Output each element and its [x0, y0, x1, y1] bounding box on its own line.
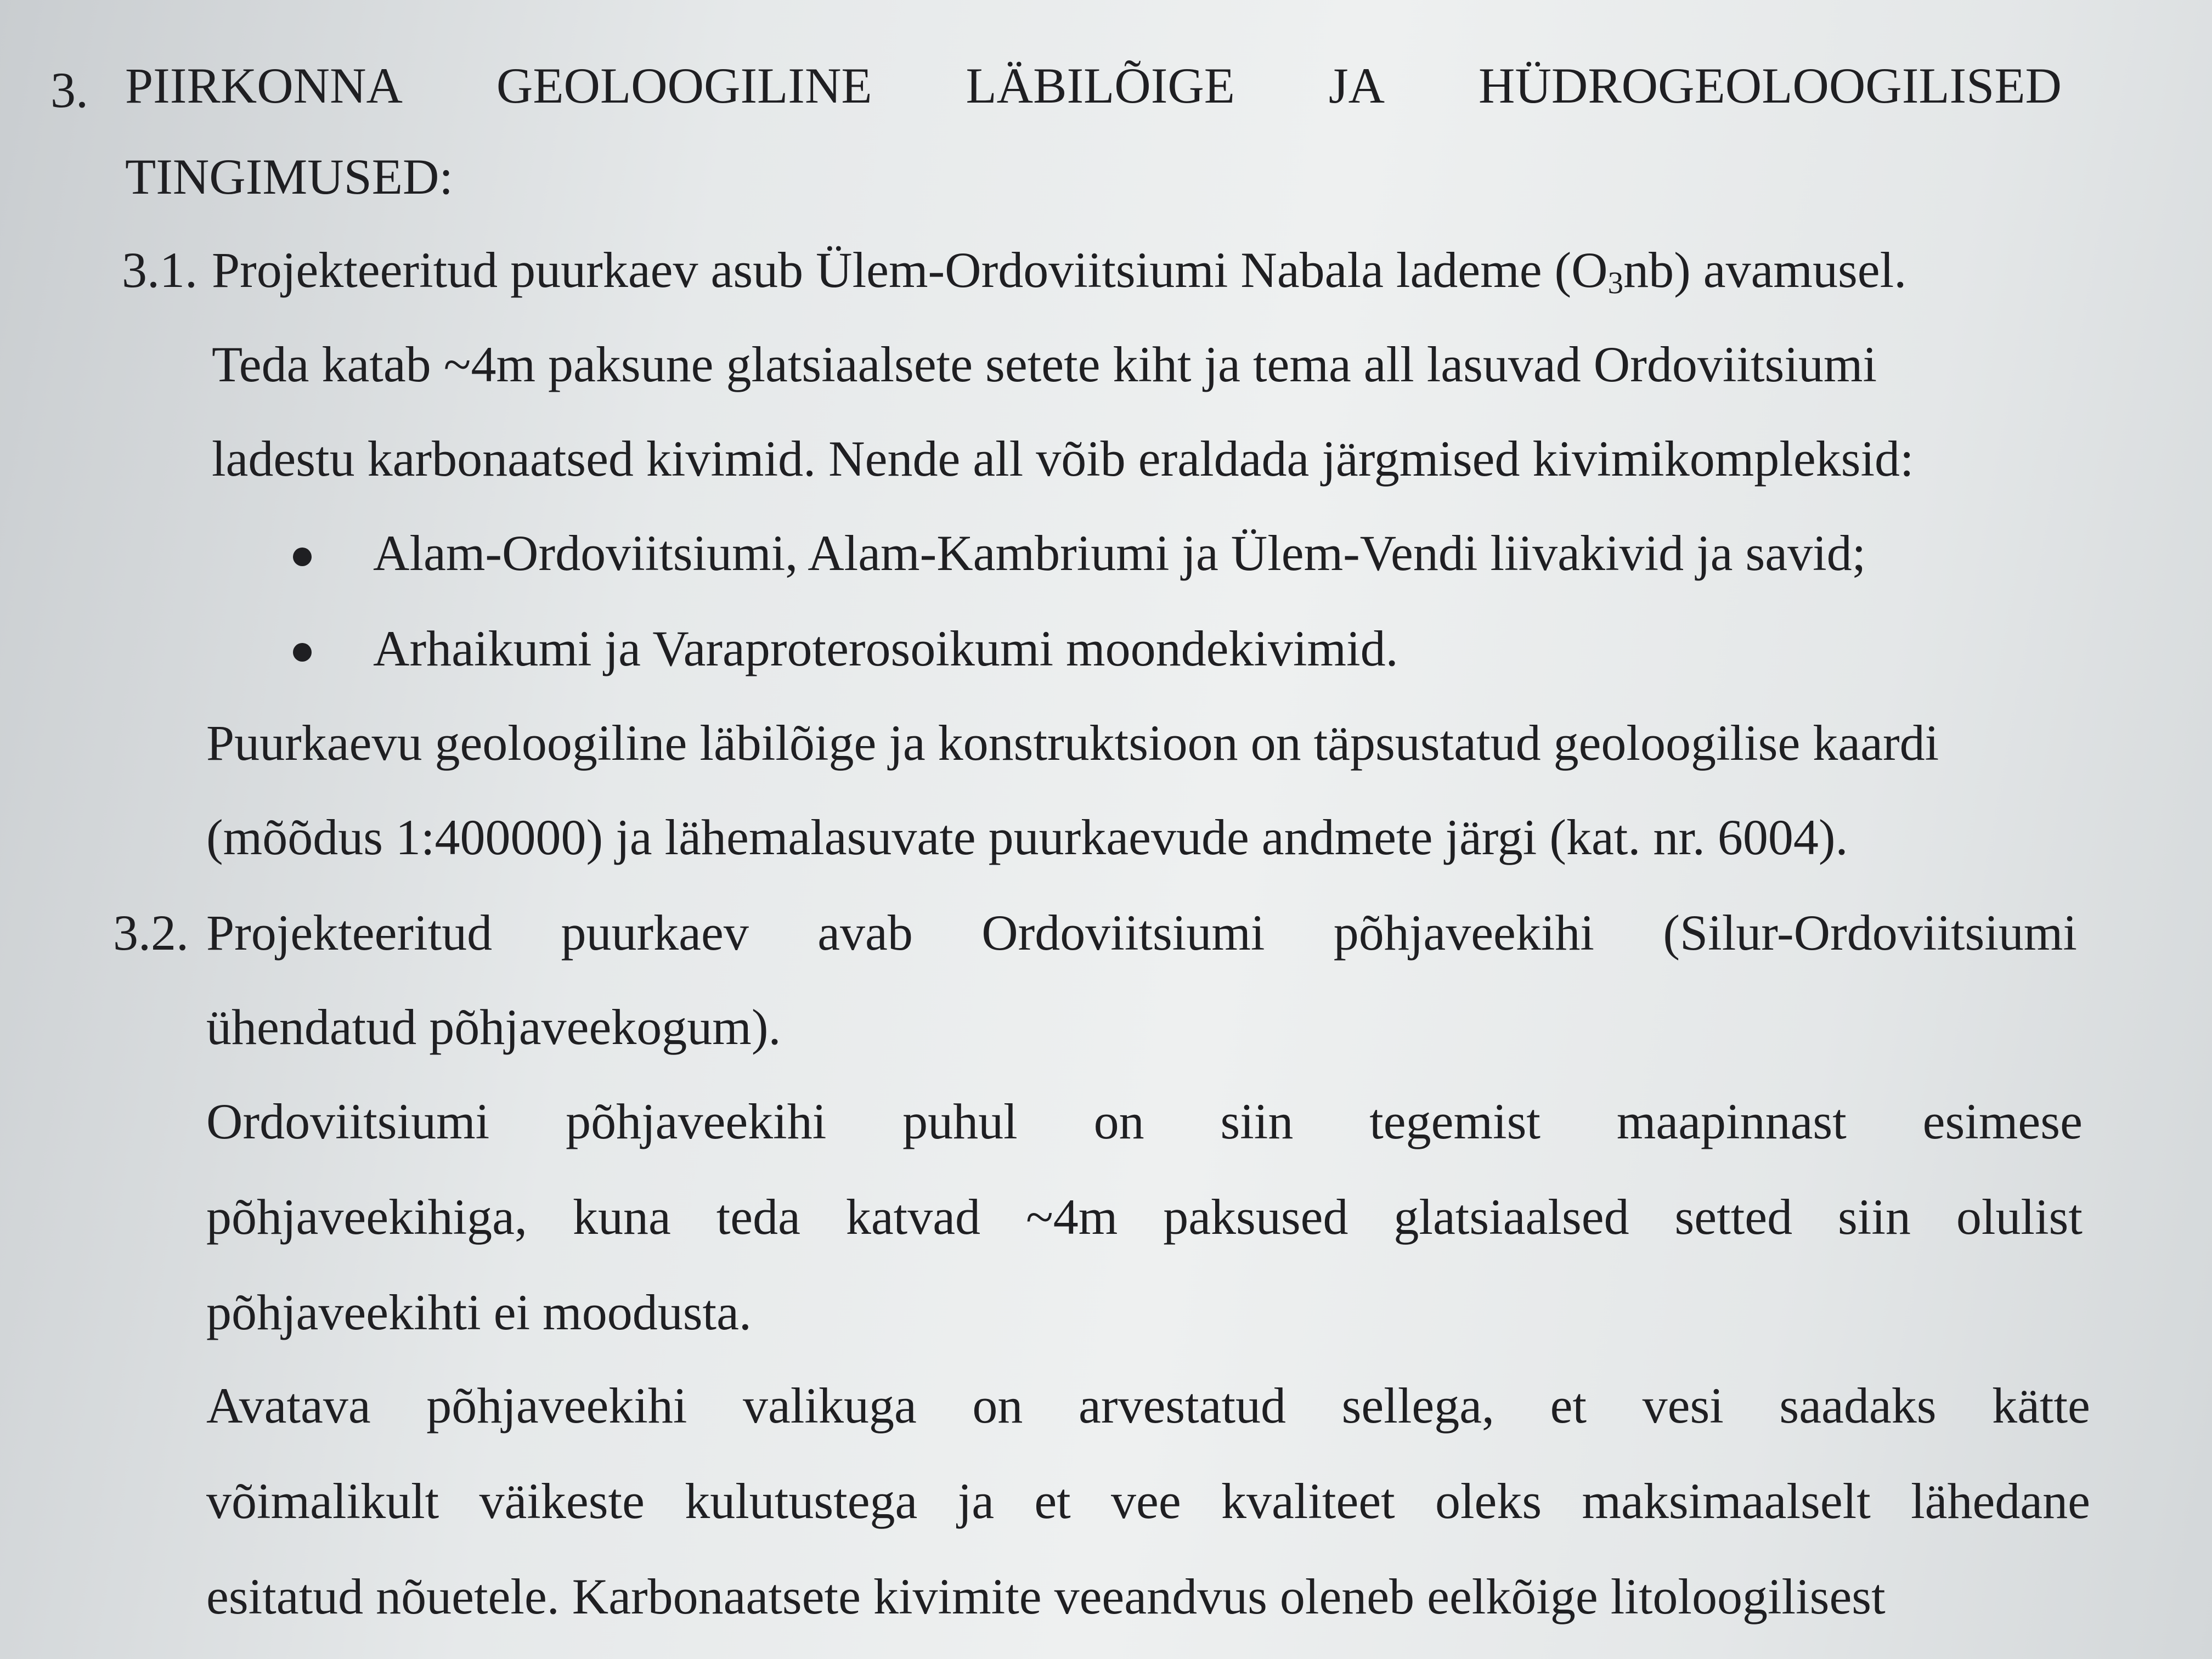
text-word: maksimaalselt — [1582, 1473, 1871, 1529]
text-word: avab — [817, 905, 913, 961]
text-word: sellega, — [1341, 1378, 1495, 1434]
section-3-1-number: 3.1. — [122, 242, 198, 298]
section-3-2-line2: ühendatud põhjaveekogum). — [206, 999, 781, 1055]
section-3-1-line2: Teda katab ~4m paksune glatsiaalsete setete kiht ja tema all lasuvad Ordoviitsiumi — [212, 336, 1877, 392]
section-3-2-para3-line2 — [206, 1473, 2090, 1529]
section-3-2-para2-line3: põhjaveekihti ei moodusta. — [206, 1284, 752, 1340]
bullet-item: Alam-Ordoviitsiumi, Alam-Kambriumi ja Ülem-Vendi liivakivid ja savid; — [373, 525, 1866, 581]
section-3-2-para3-line1 — [206, 1378, 2090, 1434]
text-word: Ordoviitsiumi — [206, 1093, 490, 1149]
section-3-heading-line1 — [125, 58, 2062, 114]
section-3-1-line1 — [212, 242, 2069, 301]
section-3-1-line1-text: Projekteeritud puurkaev asub Ülem-Ordoviitsiumi Nabala lademe (O — [212, 242, 1608, 298]
text-word: maapinnast — [1616, 1093, 1847, 1149]
text-word: põhjaveekihi — [1333, 905, 1594, 961]
text-word: puhul — [902, 1093, 1018, 1149]
text-word: setted — [1674, 1189, 1793, 1245]
text-word: olulist — [1956, 1189, 2083, 1245]
text-word: teda — [716, 1189, 800, 1245]
text-word: arvestatud — [1078, 1378, 1286, 1434]
text-word: et — [1550, 1378, 1587, 1434]
text-word: väikeste — [479, 1473, 645, 1529]
heading-word: JA — [1328, 58, 1385, 114]
text-word: vee — [1111, 1473, 1181, 1529]
text-word: kuna — [572, 1189, 671, 1245]
section-3-1-para2-line2: (mõõdus 1:400000) ja lähemalasuvate puurkaevude andmete järgi (kat. nr. 6004). — [206, 809, 1848, 865]
text-word: et — [1034, 1473, 1071, 1529]
text-word: lähedane — [1911, 1473, 2090, 1529]
section-3-2-para3-line3: esitatud nõuetele. Karbonaatsete kivimite veeandvus oleneb eelkõige litoloogilisest — [206, 1568, 1886, 1624]
bullet-item: Arhaikumi ja Varaproterosoikumi moondekivimid. — [373, 620, 1398, 676]
text-word: Avatava — [206, 1378, 371, 1434]
text-word: Ordoviitsiumi — [981, 905, 1265, 961]
section-3-1-subscript: 3 — [1607, 266, 1624, 301]
text-word: glatsiaalsed — [1393, 1189, 1629, 1245]
text-word: siin — [1838, 1189, 1911, 1245]
text-word: tegemist — [1369, 1093, 1541, 1149]
text-word: on — [1093, 1093, 1144, 1149]
bullet-dot — [293, 643, 312, 662]
section-3-1-para2-line1: Puurkaevu geoloogiline läbilõige ja konstruktsioon on täpsustatud geoloogilise kaardi — [206, 715, 1939, 771]
text-word: kvaliteet — [1221, 1473, 1395, 1529]
heading-word: PIIRKONNA — [125, 58, 403, 114]
section-3-2-line1 — [206, 905, 2077, 961]
section-3-1-line3: ladestu karbonaatsed kivimid. Nende all võib eraldada järgmised kivimikompleksid: — [212, 431, 1914, 487]
section-3-2-number: 3.2. — [113, 905, 189, 961]
section-3-1-line1-end: nb) avamusel. — [1623, 242, 1907, 298]
text-word: vesi — [1642, 1378, 1724, 1434]
text-word: ~4m — [1025, 1189, 1118, 1245]
text-word: kätte — [1992, 1378, 2090, 1434]
text-word: saadaks — [1779, 1378, 1937, 1434]
text-word: esimese — [1922, 1093, 2083, 1149]
bullet-dot — [293, 548, 312, 566]
text-word: puurkaev — [561, 905, 749, 961]
section-3-heading-line2: TINGIMUSED: — [125, 149, 453, 205]
text-word: põhjaveekihiga, — [206, 1189, 528, 1245]
section-3-2-para2-line2 — [206, 1189, 2083, 1245]
text-word: paksused — [1163, 1189, 1348, 1245]
text-word: Projekteeritud — [206, 905, 493, 961]
text-word: oleks — [1435, 1473, 1542, 1529]
heading-word: HÜDROGEOLOOGILISED — [1479, 58, 2062, 114]
text-word: kulutustega — [685, 1473, 918, 1529]
text-word: siin — [1220, 1093, 1294, 1149]
text-word: on — [972, 1378, 1023, 1434]
text-word: võimalikult — [206, 1473, 439, 1529]
section-3-2-para2-line1 — [206, 1093, 2083, 1149]
heading-word: GEOLOOGILINE — [496, 58, 872, 114]
text-word: põhjaveekihi — [426, 1378, 687, 1434]
text-word: ja — [957, 1473, 995, 1529]
text-word: katvad — [845, 1189, 981, 1245]
section-3-number: 3. — [50, 62, 88, 118]
text-word: (Silur-Ordoviitsiumi — [1663, 905, 2077, 961]
heading-word: LÄBILÕIGE — [966, 58, 1235, 114]
text-word: põhjaveekihi — [566, 1093, 827, 1149]
text-word: valikuga — [743, 1378, 917, 1434]
